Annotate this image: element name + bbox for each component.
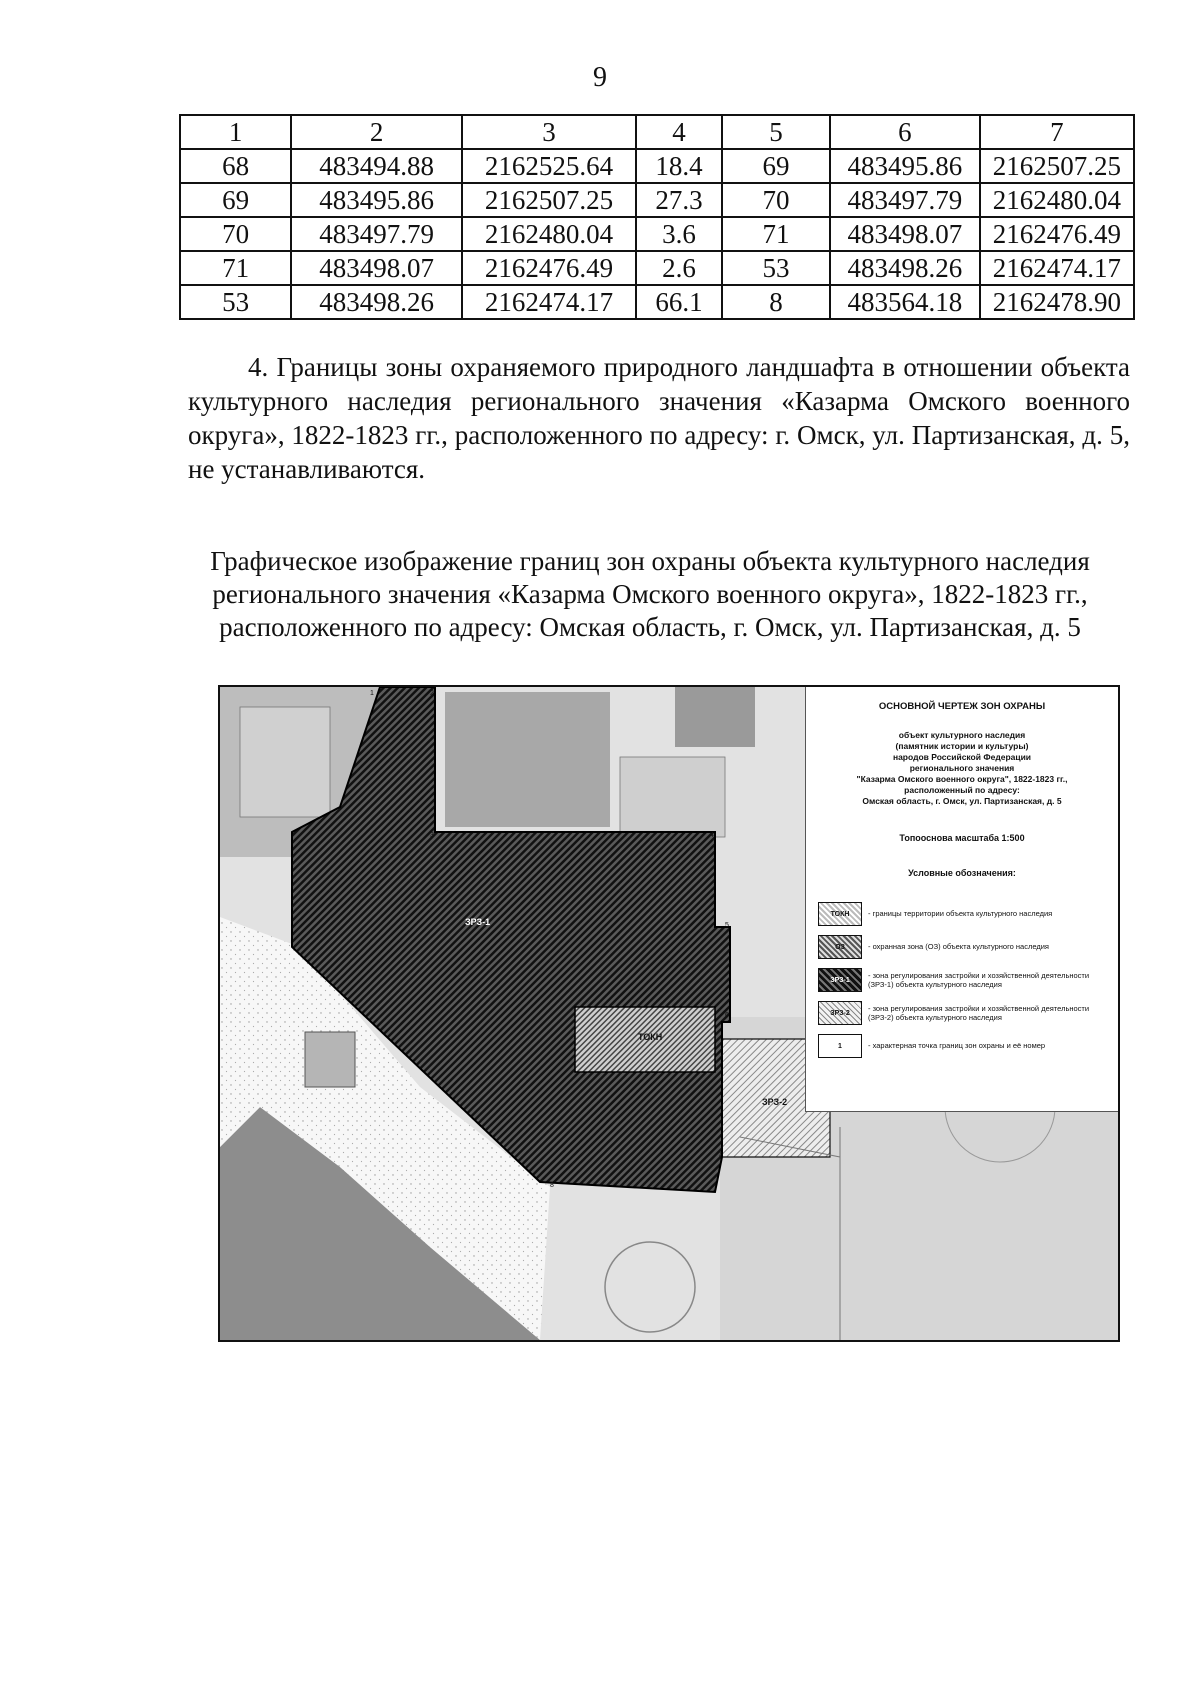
legend-swatch: ТОКН (818, 902, 862, 926)
zone-label-zrz1: ЗРЗ-1 (465, 917, 491, 927)
map-building (240, 707, 330, 817)
pier (305, 1032, 355, 1087)
table-row (180, 251, 1134, 285)
table-cell: 2162476.49 (980, 217, 1134, 251)
legend-swatch: ЗРЗ-1 (818, 968, 862, 992)
legend-scale: Топооснова масштаба 1:500 (899, 833, 1025, 843)
table-cell: 483495.86 (830, 149, 980, 183)
legend-swatch: 1 (818, 1034, 862, 1058)
page-number: 9 (593, 62, 607, 93)
table-cell: 53 (180, 285, 291, 319)
legend-desc-line: Омская область, г. Омск, ул. Партизанская, д. 5 (862, 796, 1062, 806)
table-cell: 70 (180, 217, 291, 251)
zone-map (218, 685, 1120, 1342)
legend-item-oz (818, 935, 1113, 959)
table-cell: 8 (722, 285, 830, 319)
legend-desc-line: регионального значения (909, 763, 1015, 773)
table-cell: 53 (722, 251, 830, 285)
legend-description (816, 730, 1108, 807)
table-cell: 483564.18 (830, 285, 980, 319)
table-cell: 483498.26 (830, 251, 980, 285)
table-cell: 69 (180, 183, 291, 217)
map-building (445, 692, 610, 827)
table-cell: 2162476.49 (462, 251, 636, 285)
zone-label-zrz2: ЗРЗ-2 (762, 1097, 788, 1107)
legend-desc-line: (памятник истории и культуры) (895, 741, 1029, 751)
table-cell: 483498.07 (291, 251, 462, 285)
table-cell: 2162478.90 (980, 285, 1134, 319)
zone-label-tokn: ТОКН (638, 1032, 663, 1042)
legend-desc-line: объект культурного наследия (898, 730, 1026, 740)
boundary-point-label: 5 (725, 922, 729, 929)
table-cell: 2162474.17 (462, 285, 636, 319)
legend-swatch: ЗРЗ-2 (818, 1001, 862, 1025)
legend-item-text: - характерная точка границ зон охраны и её номер (868, 1041, 1046, 1051)
map-square (620, 757, 725, 837)
map-building (675, 687, 755, 747)
table-row (180, 217, 1134, 251)
table-cell: 66.1 (636, 285, 722, 319)
legend-desc-line: расположенный по адресу: (904, 785, 1020, 795)
legend-title: ОСНОВНОЙ ЧЕРТЕЖ ЗОН ОХРАНЫ (878, 701, 1046, 712)
legend-item-text: - зона регулирования застройки и хозяйственной деятельности (ЗРЗ-2) объекта культурного наследия (868, 1003, 1090, 1022)
table-cell: 18.4 (636, 149, 722, 183)
table-cell: 2.6 (636, 251, 722, 285)
table-cell: 2162480.04 (462, 217, 636, 251)
table-row (180, 149, 1134, 183)
boundary-point-label: 2 (430, 690, 434, 697)
table-cell: 69 (722, 149, 830, 183)
legend-item-tokn (818, 902, 1113, 926)
figure-caption (150, 545, 1150, 644)
legend-symbols-heading: Условные обозначения: (908, 868, 1016, 878)
table-header-row (180, 115, 1134, 149)
table-cell: 3.6 (636, 217, 722, 251)
boundary-point-label: 6 (725, 1012, 729, 1019)
table-header-cell: 7 (980, 115, 1134, 149)
table-cell: 68 (180, 149, 291, 183)
table-cell: 2162507.25 (462, 183, 636, 217)
table-cell: 71 (180, 251, 291, 285)
table-cell: 27.3 (636, 183, 722, 217)
table-cell: 483498.26 (291, 285, 462, 319)
table-cell: 71 (722, 217, 830, 251)
boundary-point-label: 3 (430, 832, 434, 839)
legend-item-text: - границы территории объекта культурного наследия (868, 909, 1053, 919)
table-cell: 483498.07 (830, 217, 980, 251)
table-header-cell: 6 (830, 115, 980, 149)
table-cell: 2162525.64 (462, 149, 636, 183)
legend-desc-line: народов Российской Федерации (892, 752, 1032, 762)
table-header-cell: 4 (636, 115, 722, 149)
legend-item-zrz2 (818, 1001, 1113, 1025)
boundary-point-label: 8 (550, 1182, 554, 1189)
legend-item-point (818, 1034, 1113, 1058)
table-header-cell: 3 (462, 115, 636, 149)
table-header-cell: 2 (291, 115, 462, 149)
boundary-point-label: 4 (710, 832, 714, 839)
table-cell: 70 (722, 183, 830, 217)
caption-line: Графическое изображение границ зон охраны объекта культурного наследия (210, 546, 1090, 576)
table-cell: 483497.79 (291, 217, 462, 251)
boundary-point-label: 7 (718, 1152, 722, 1159)
legend-swatch: ОЗ (818, 935, 862, 959)
caption-line: расположенного по адресу: Омская область, г. Омск, ул. Партизанская, д. 5 (219, 612, 1081, 642)
boundary-point-label: 1 (370, 690, 374, 697)
legend-item-zrz1 (818, 968, 1113, 992)
table-cell: 483495.86 (291, 183, 462, 217)
table-row (180, 285, 1134, 319)
caption-line: регионального значения «Казарма Омского военного округа», 1822-1823 гг., (212, 579, 1088, 609)
table-cell: 483497.79 (830, 183, 980, 217)
table-cell: 2162507.25 (980, 149, 1134, 183)
table-cell: 2162474.17 (980, 251, 1134, 285)
table-header-cell: 1 (180, 115, 291, 149)
paragraph-4: 4. Границы зоны охраняемого природного ландшафта в отношении объекта культурного наследия регионального значения «Казарма Омского военного округа», 1822-1823 гг., расположенного по адресу: г. Омск, ул. Партизанская, д. 5, не устанавливаются. (188, 352, 1130, 484)
table-cell: 2162480.04 (980, 183, 1134, 217)
legend-desc-line: "Казарма Омского военного округа", 1822-1823 гг., (856, 774, 1068, 784)
table-row (180, 183, 1134, 217)
coordinates-table (179, 114, 1135, 320)
table-cell: 483494.88 (291, 149, 462, 183)
table-header-cell: 5 (722, 115, 830, 149)
map-legend (805, 687, 1118, 1112)
legend-item-text: - охранная зона (ОЗ) объекта культурного наследия (868, 942, 1049, 952)
legend-item-text: - зона регулирования застройки и хозяйственной деятельности (ЗРЗ-1) объекта культурного наследия (868, 970, 1090, 989)
